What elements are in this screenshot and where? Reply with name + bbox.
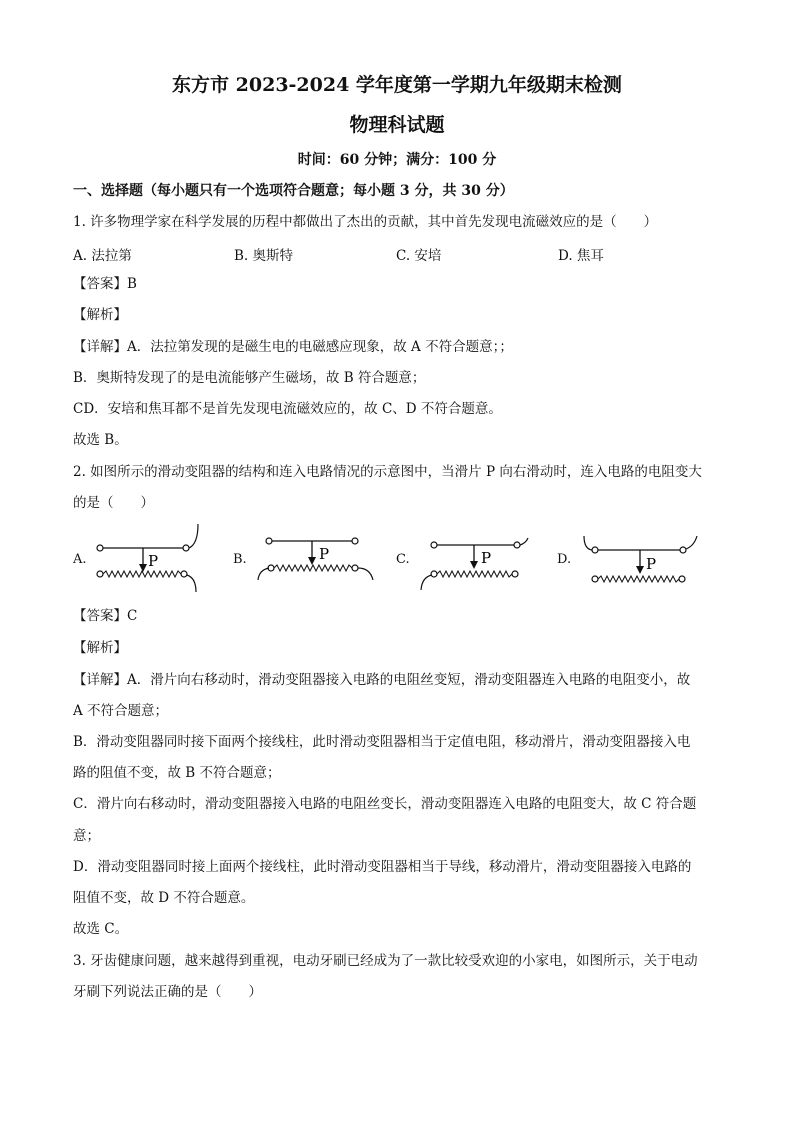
q2-figure-a-label: A. (73, 552, 87, 567)
q2-figure-b-label: B. (233, 552, 247, 567)
q1-detail-line: CD．安培和焦耳都不是首先发现电流磁效应的，故 C、D 不符合题意。 (73, 401, 502, 417)
q2-analysis: 【解析】 (73, 640, 127, 656)
rheostat-diagram-c (418, 532, 533, 594)
q1-option-b: B. 奥斯特 (234, 248, 294, 264)
q2-detail-line: C．滑片向右移动时，滑动变阻器接入电路的电阻丝变长，滑动变阻器连入电路的电阻变大，故 C 符合题 (73, 796, 697, 812)
slider-p-label: P (646, 555, 657, 573)
subject-title: 物理科试题 (349, 114, 445, 136)
q1-option-c: C. 安培 (396, 248, 442, 264)
q3-stem-line: 3. 牙齿健康问题，越来越得到重视，电动牙刷已经成为了一款比较受欢迎的小家电，如图所示，关于电动 (73, 953, 698, 969)
q2-figure-c-label: C. (396, 552, 410, 567)
q1-analysis: 【解析】 (73, 307, 127, 323)
q2-detail-line: 意； (73, 828, 100, 844)
q2-stem-line: 的是（ ） (73, 495, 154, 511)
q2-detail-line: A 不符合题意； (73, 703, 169, 719)
q1-answer: 【答案】B (73, 276, 137, 292)
q1-detail-line: 故选 B。 (73, 432, 128, 448)
q2-answer: 【答案】C (73, 608, 138, 624)
q2-detail-line: 【详解】A．滑片向右移动时，滑动变阻器接入电路的电阻丝变短，滑动变阻器连入电路的电阻变小，故 (73, 672, 691, 688)
q2-detail-line: B．滑动变阻器同时接下面两个接线柱，此时滑动变阻器相当于定值电阻，移动滑片，滑动变阻器接入电 (73, 734, 691, 750)
rheostat-diagram-d (580, 532, 700, 594)
exam-title: 东方市 2023-2024 学年度第一学期九年级期末检测 (172, 74, 622, 96)
q2-detail-line: D．滑动变阻器同时接上面两个接线柱，此时滑动变阻器相当于导线，移动滑片，滑动变阻器接入电路的 (73, 859, 692, 875)
q3-stem-line: 牙刷下列说法正确的是（ ） (73, 984, 262, 1000)
q1-stem: 1. 许多物理学家在科学发展的历程中都做出了杰出的贡献，其中首先发现电流磁效应的是（ ） (73, 214, 658, 230)
slider-p-label: P (319, 545, 330, 563)
q1-option-d: D. 焦耳 (558, 248, 604, 264)
exam-info: 时间：60 分钟；满分：100 分 (297, 152, 497, 168)
rheostat-diagram-b (255, 528, 380, 588)
q1-detail-line: B．奥斯特发现了的是电流能够产生磁场，故 B 符合题意； (73, 370, 426, 386)
q2-stem-line: 2. 如图所示的滑动变阻器的结构和连入电路情况的示意图中，当滑片 P 向右滑动时，连入电路的电阻变大 (73, 464, 702, 480)
rheostat-diagram-a (88, 520, 213, 595)
slider-p-label: P (481, 549, 492, 567)
section-heading: 一、选择题（每小题只有一个选项符合题意；每小题 3 分，共 30 分） (73, 183, 514, 199)
q2-figure-d-label: D. (557, 552, 572, 567)
q1-detail-line: 【详解】A．法拉第发现的是磁生电的电磁感应现象，故 A 不符合题意；； (73, 339, 513, 355)
q2-detail-line: 路的阻值不变，故 B 不符合题意； (73, 765, 281, 781)
q2-detail-line: 故选 C。 (73, 921, 129, 937)
q1-option-a: A. 法拉第 (73, 248, 132, 264)
slider-p-label: P (148, 552, 159, 570)
q2-detail-line: 阻值不变，故 D 不符合题意。 (73, 890, 255, 906)
